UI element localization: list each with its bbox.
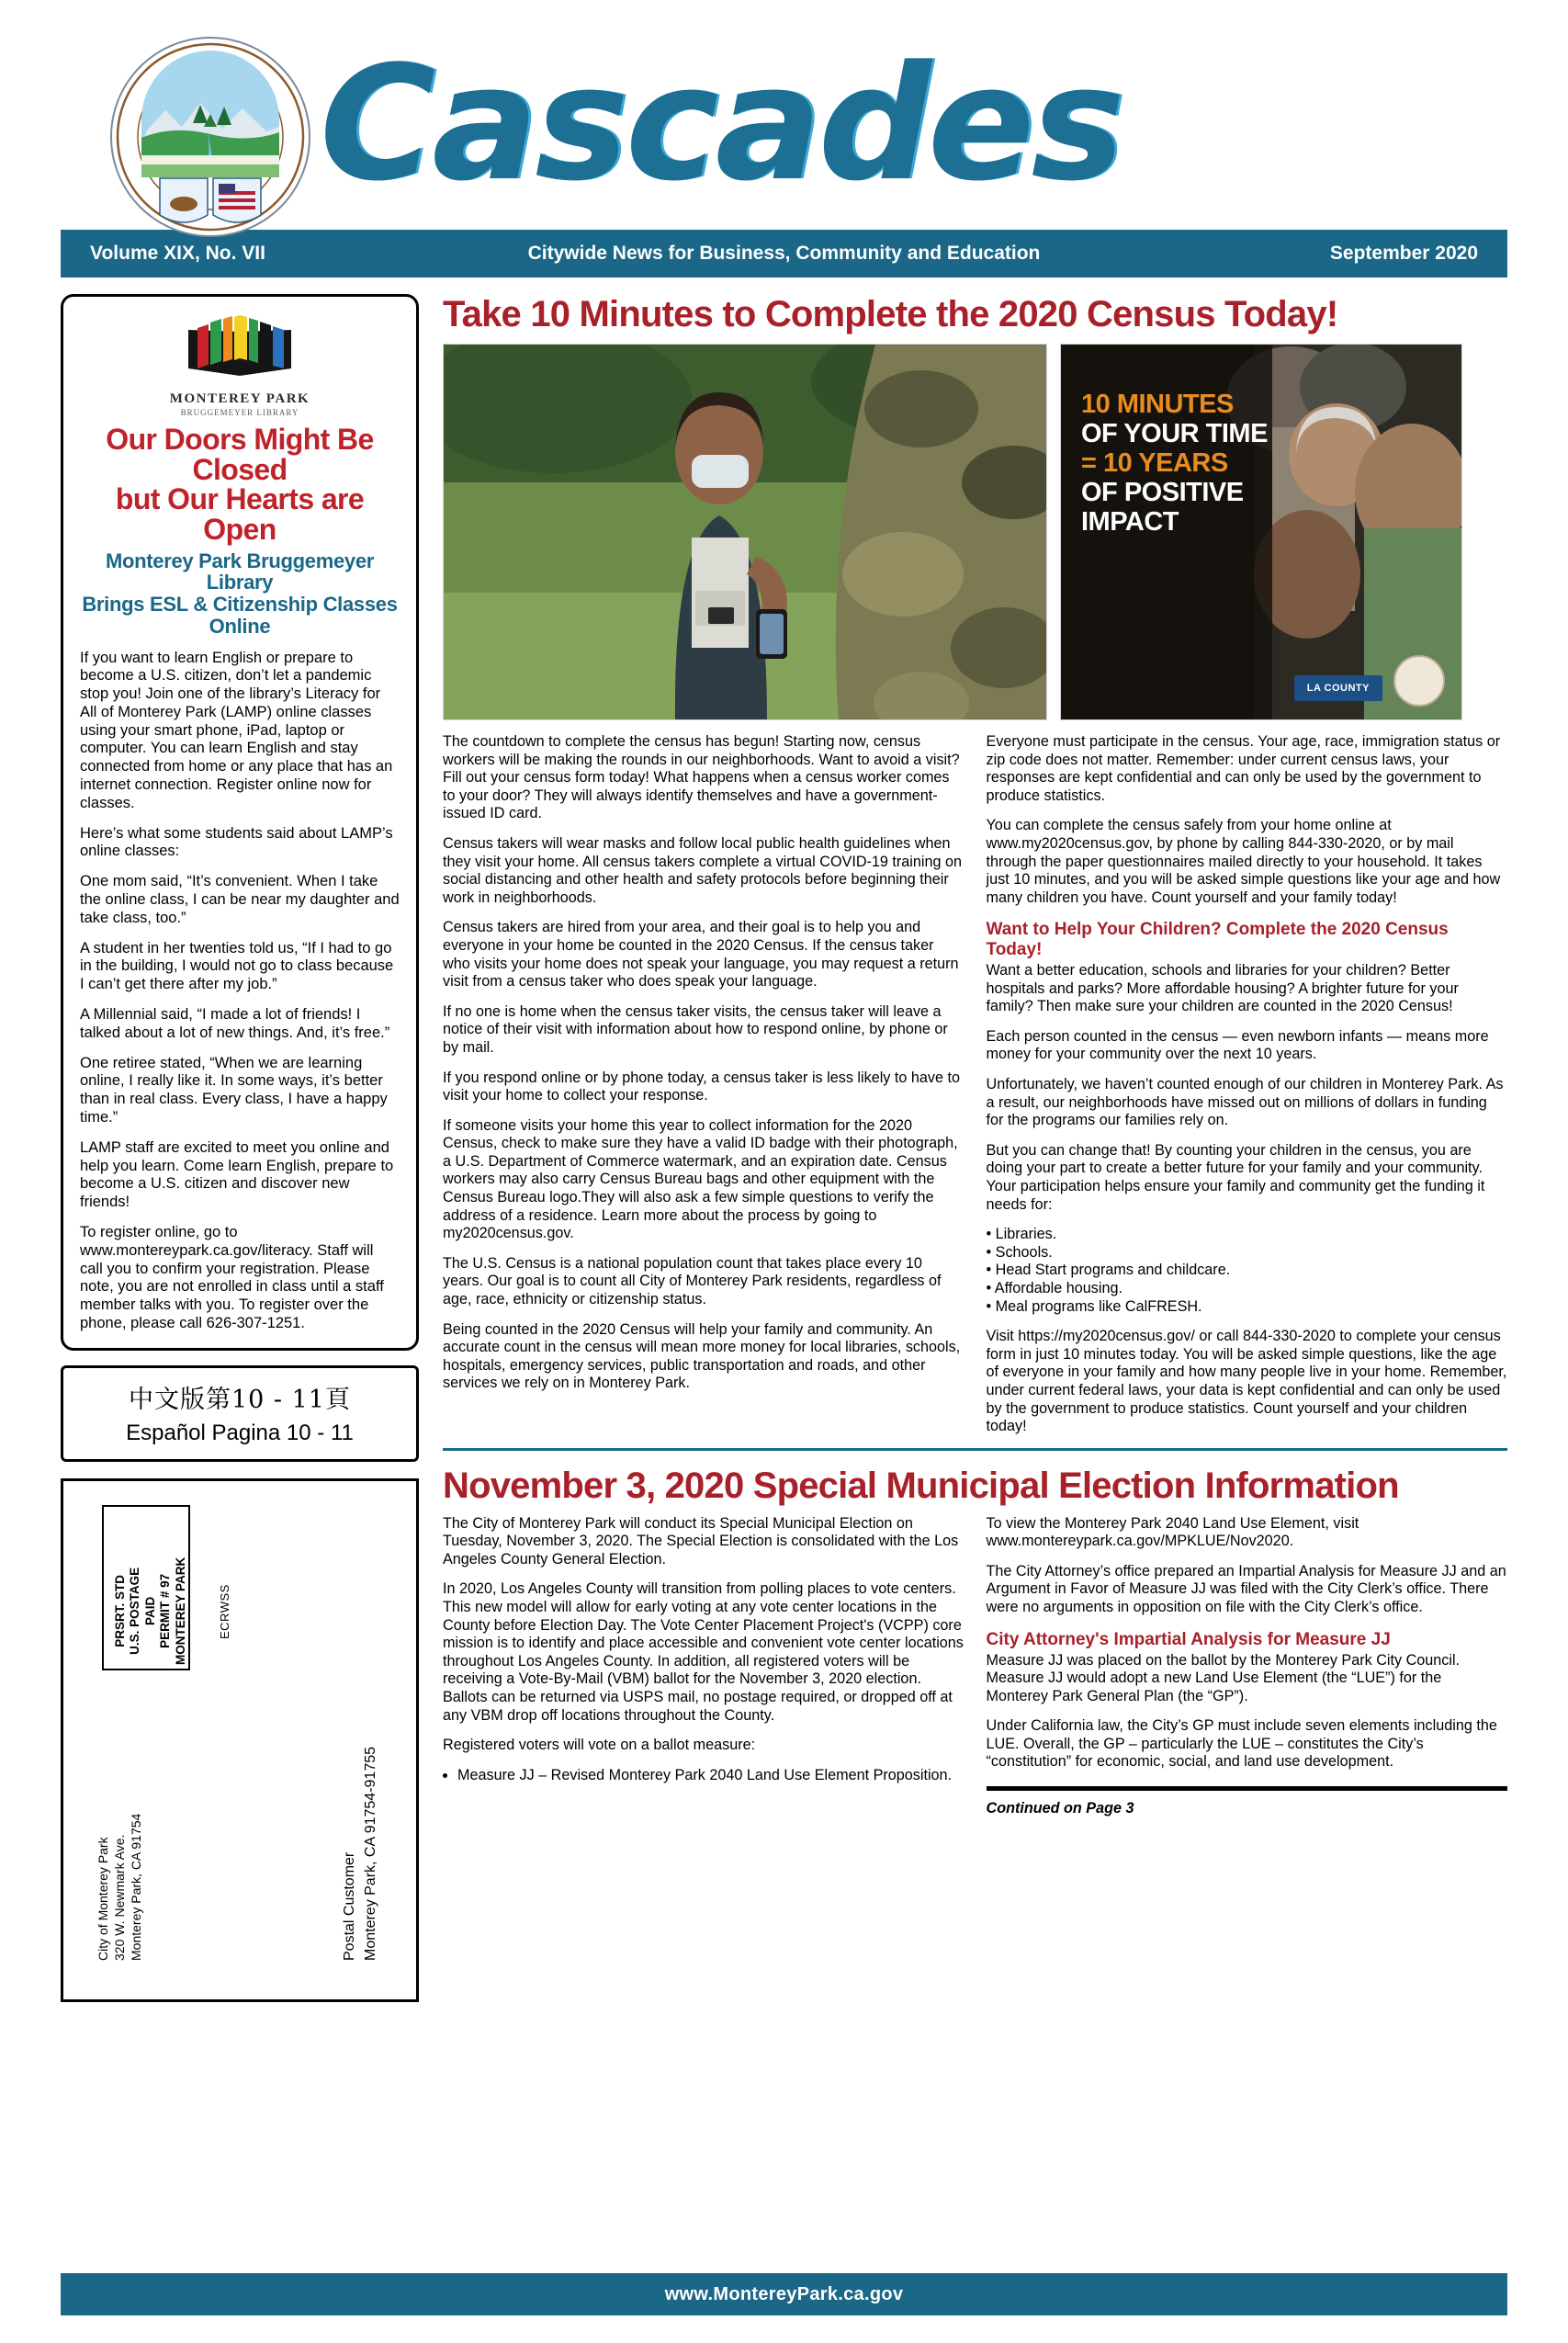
footer-bar — [61, 2273, 1507, 2315]
election-column-1 — [443, 1515, 964, 1830]
census-paragraph: The countdown to complete the census has begun! Starting now, census workers will be making the rounds in our neighborhoods. Want to avoid a visit? Fill out your census form today! What happens when a census worker comes to your door? They will always identify themselves and have a government-issued ID card. — [443, 733, 960, 822]
page-content — [44, 277, 1524, 2002]
election-subheadline: City Attorney's Impartial Analysis for Measure JJ — [986, 1629, 1391, 1649]
library-logo-subname: BRUGGEMEYER LIBRARY — [180, 408, 299, 417]
list-item: • Measure JJ – Revised Monterey Park 2040 Land Use Element Proposition. — [457, 1767, 964, 1785]
indicia-line: PRSRT. STD — [113, 1574, 127, 1647]
library-paragraph: LAMP staff are excited to meet you online and help you learn. Come learn English, prepare to become a U.S. citizen and discover new friends! — [80, 1138, 394, 1211]
masthead — [44, 0, 1524, 230]
publication-title: Cascades — [320, 31, 1122, 216]
city-seal-icon — [108, 35, 312, 239]
indicia-line: U.S. POSTAGE — [128, 1567, 142, 1655]
library-subheadline-line2: Brings ESL & Citizenship Classes Online — [82, 593, 398, 638]
census-paragraph: The U.S. Census is a national population count that takes place every 10 years. Our goal is to count all City of Monterey Park residents, regardless of age, race, ethnicity or citizenship status. — [443, 1254, 942, 1308]
library-headline-line2: but Our Hearts are Open — [115, 482, 365, 546]
mailing-panel — [61, 1478, 419, 2002]
census-paragraph: Being counted in the 2020 Census will help your family and community. An accurate count in the census will mean more money for local libraries, schools, hospitals, emergency services, public transportation and roads, and other services we rely on in Monterey Park. — [443, 1320, 961, 1392]
poster-text — [1081, 390, 1268, 537]
poster-line-5: IMPACT — [1081, 506, 1179, 537]
library-paragraph: A student in her twenties told us, “If I had to go in the building, I would not go to class because I can’t get there after my job.” — [80, 939, 394, 993]
county-seal-icon — [1393, 655, 1445, 707]
nameplate — [320, 28, 1524, 221]
library-article — [61, 294, 419, 1351]
library-paragraph: Here’s what some students said about LAMP’s online classes: — [80, 824, 393, 860]
election-body — [443, 1515, 1507, 1830]
census-paragraph: Unfortunately, we haven’t counted enough of our children in Monterey Park. As a result, our neighborhoods have missed out on millions of dollars in funding for the programs our families rely on. — [986, 1076, 1504, 1129]
poster-line-4: OF POSITIVE — [1081, 477, 1244, 507]
census-subheadline: Want to Help Your Children? Complete the 2020 Census Today! — [986, 920, 1449, 960]
census-image-row — [443, 344, 1507, 720]
library-paragraph: One retiree stated, “When we are learning online, I really like it. In some ways, it’s better than in real class. Every class, I have a happy time.” — [80, 1054, 388, 1126]
election-paragraph: In 2020, Los Angeles County will transition from polling places to vote centers. This new model will allow for early voting at any vote center locations in the County before Election Day. The Vote Center Placement Project's (VCPP) core mission is to identify and place accessible and convenient vote center locations throughout Los Angeles County. In addition, all registered voters will be receiving a Vote-By-Mail (VBM) ballot for the November 3, 2020 election. Ballots can be returned via USPS mail, no postage required, or dropped off at any VBM drop off locations throughout the County. — [443, 1580, 964, 1724]
census-headline: Take 10 Minutes to Complete the 2020 Census Today! — [443, 294, 1338, 334]
census-paragraph: Census takers will wear masks and follow local public health guidelines when they visit your home. All census takers complete a virtual COVID-19 training on social distancing and other health and safety protocols before beginning their work in neighborhoods. — [443, 834, 963, 906]
election-paragraph: To view the Monterey Park 2040 Land Use Element, visit www.montereypark.ca.gov/MPKLUE/Nov2020. — [986, 1514, 1359, 1550]
census-paragraph: Census takers are hired from your area, and their goal is to help you and everyone in your home be counted in the 2020 Census. If the census taker who visits your home does not speak your language, you may request a return visit from a census taker who does speak your language. — [443, 919, 959, 990]
census-paragraph: You can complete the census safely from your home online at www.my2020census.gov, by phone by calling 844-330-2020, or by mail through the paper questionnaires mailed directly to your household. It takes just 10 minutes, and you will be asked simple questions like your age and how many children you have. Count yourself and your family today! — [986, 817, 1501, 906]
main-column — [443, 294, 1507, 2002]
list-item: • Affordable housing. — [986, 1279, 1122, 1296]
election-paragraph: The City Attorney’s office prepared an Impartial Analysis for Measure JJ and an Argument in Favor of Measure JJ was filed with the City Clerk’s office. There were no arguments in opposition on file with the City Clerk’s office. — [986, 1562, 1506, 1616]
census-paragraph: Want a better education, schools and libraries for your children? Better hospitals and parks? More affordable housing? A brighter future for your family? Then make sure your children are counted in the 2020 Census! — [986, 962, 1459, 1015]
census-paragraph: But you can change that! By counting your children in the census, you are doing your part to create a better future for your family and your community. Your participation helps ensure your family and community get the funding it needs for: — [986, 1141, 1485, 1213]
indicia-line: PAID — [142, 1596, 157, 1625]
issue-date: September 2020 — [1329, 243, 1478, 264]
customer-address — [339, 1747, 381, 1961]
census-benefit-list — [987, 1226, 1508, 1316]
poster-line-3: = 10 YEARS — [1081, 447, 1228, 478]
list-item: • Meal programs like CalFRESH. — [986, 1297, 1202, 1315]
census-paragraph: If you respond online or by phone today, a census taker is less likely to have to visit your home to collect your response. — [443, 1069, 960, 1104]
indicia-line: MONTEREY PARK — [173, 1556, 187, 1665]
library-paragraph: To register online, go to www.montereypark.ca.gov/literacy. Staff will call you to confirm your registration. Please note, you are not enrolled in class until a staff member talks with you. To register over the phone, please call 626-307-1251. — [80, 1224, 384, 1331]
list-item: • Libraries. — [986, 1226, 1057, 1243]
list-item: • Schools. — [986, 1243, 1053, 1261]
election-headline: November 3, 2020 Special Municipal Election Information — [443, 1465, 1399, 1506]
list-item: • Head Start programs and childcare. — [986, 1262, 1231, 1279]
library-logo-icon — [80, 315, 400, 417]
census-body — [443, 733, 1507, 1448]
return-address-line: City of Monterey Park — [96, 1837, 110, 1961]
library-paragraph: A Millennial said, “I made a lot of friends! I talked about a lot of new things. And, it’s free.” — [80, 1006, 390, 1041]
poster-line-1: 10 MINUTES — [1081, 390, 1234, 419]
left-sidebar — [61, 294, 419, 2002]
library-body — [80, 650, 400, 1333]
library-paragraph: One mom said, “It’s convenient. When I take the online class, I can be near my daughter and take class, too.” — [80, 873, 400, 926]
issue-volume: Volume XIX, No. VII — [90, 243, 265, 264]
issue-tagline: Citywide News for Business, Community and Education — [527, 243, 1041, 264]
section-divider — [443, 1448, 1507, 1451]
election-paragraph: Under California law, the City’s GP must include seven elements including the LUE. Overall, the GP – particularly the LUE – constitutes the City’s “constitution” for economic, social, and land use development. — [986, 1717, 1497, 1771]
return-address-line: Monterey Park, CA 91754 — [129, 1813, 144, 1961]
postage-indicia-text — [113, 1557, 188, 1665]
footer-url[interactable]: www.MontereyPark.ca.gov — [664, 2283, 904, 2304]
census-paragraph: If someone visits your home this year to collect information for the 2020 Census, check to make sure they have a valid ID badge with their photograph, a U.S. Department of Commerce watermark, and an expiration date. Census workers may also carry Census Bureau bags and other equipment with the Census Bureau logo.They will also ask a few simple questions to verify the address of a residence. Learn more about the process by going to my2020census.gov. — [443, 1116, 958, 1242]
census-poster — [1060, 344, 1462, 720]
library-subheadline-line1: Monterey Park Bruggemeyer Library — [105, 549, 375, 594]
election-paragraph: The City of Monterey Park will conduct its Special Municipal Election on Tuesday, November 3, 2020. The Special Election is consolidated with the Los Angeles County General Election. — [443, 1514, 959, 1568]
census-closing-paragraph: Visit https://my2020census.gov/ or call 844-330-2020 to complete your census form in just 10 minutes today. You will be asked simple questions, like the age of everyone in your family and how many people live in your home. Remember, under current federal laws, your data is kept confidential and can only be used by the government to produce statistics. Count yourself and your children today! — [986, 1328, 1507, 1435]
poster-line-2: OF YOUR TIME — [1081, 418, 1268, 448]
election-paragraph: Measure JJ was placed on the ballot by the Monterey Park City Council. Measure JJ would adopt a new Land Use Element (the “LUE”) for the Monterey Park General Plan (the “GP”). — [986, 1651, 1461, 1704]
ballot-measure-list — [443, 1767, 964, 1785]
library-paragraph: If you want to learn English or prepare to become a U.S. citizen, don’t let a pandemic stop you! Join one of the library’s Literacy for All of Monterey Park (LAMP) online classes using your smart phone, iPad, laptop or computer. You can learn English and stay connected from home or any place that has an internet connection. Register online now for classes. — [80, 649, 393, 811]
election-paragraph: Registered voters will vote on a ballot measure: — [443, 1737, 756, 1754]
library-headline-line1: Our Doors Might Be Closed — [106, 423, 374, 486]
census-paragraph: If no one is home when the census taker visits, the census taker will leave a notice of their visit with information about how to respond online, by phone or by mail. — [443, 1002, 948, 1056]
census-worker-photo — [443, 344, 1047, 720]
customer-address-line: Monterey Park, CA 91754-91755 — [363, 1746, 379, 1961]
election-column-2 — [987, 1515, 1508, 1830]
postage-indicia-box — [102, 1505, 190, 1670]
ecrwss-label: ECRWSS — [218, 1583, 231, 1639]
continued-note: Continued on Page 3 — [986, 1800, 1134, 1817]
spanish-edition-note: Español Pagina 10 - 11 — [126, 1420, 354, 1445]
return-address — [95, 1813, 145, 1960]
customer-address-line: Postal Customer — [342, 1851, 357, 1961]
language-editions-box — [61, 1365, 419, 1462]
la-county-logo: LA COUNTY — [1294, 675, 1382, 701]
census-column-2 — [987, 733, 1508, 1448]
return-address-line: 320 W. Newmark Ave. — [112, 1834, 128, 1961]
census-paragraph: Each person counted in the census — even newborn infants — means more money for your community over the next 10 years. — [986, 1027, 1489, 1063]
census-column-1 — [443, 733, 964, 1448]
library-headline — [80, 424, 400, 545]
chinese-edition-note: 中文版第10 - 11頁 — [128, 1385, 351, 1414]
library-logo-name: MONTEREY PARK — [169, 391, 310, 406]
continued-divider — [987, 1786, 1508, 1791]
poster-panel — [1061, 345, 1461, 719]
census-paragraph: Everyone must participate in the census. Your age, race, immigration status or zip code does not matter. Remember: under current census laws, your responses are kept confidential and can only be used by the government to produce statistics. — [986, 733, 1501, 804]
election-article — [443, 1467, 1507, 1830]
library-subheadline — [80, 550, 400, 638]
indicia-line: PERMIT # 97 — [158, 1573, 173, 1648]
